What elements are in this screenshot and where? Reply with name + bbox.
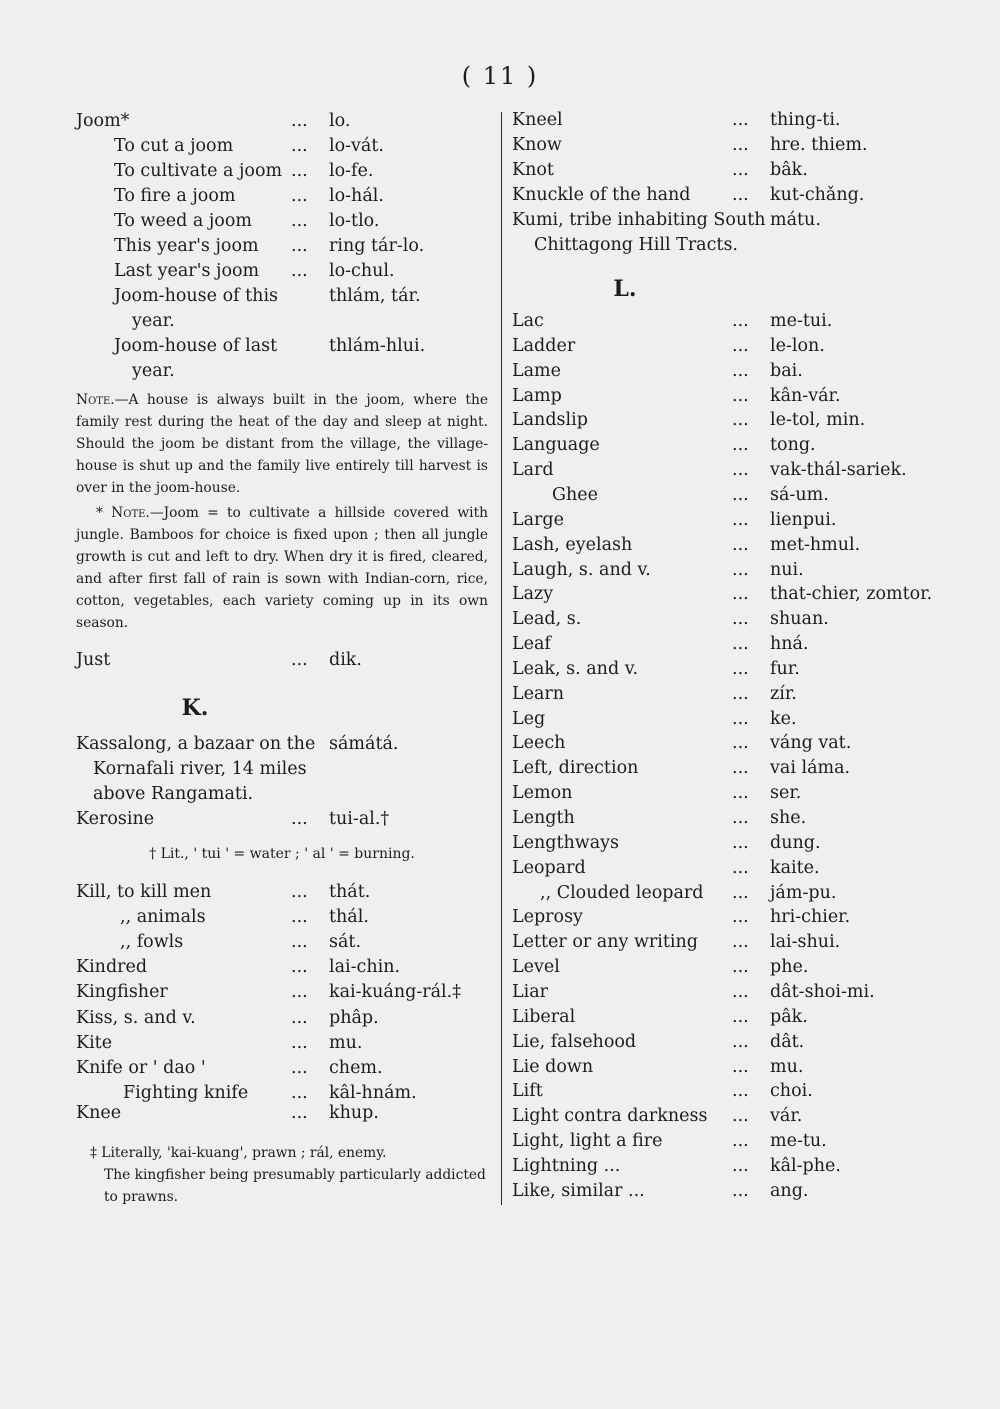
entry-just <box>76 647 496 673</box>
entry-term: Ghee <box>552 484 598 505</box>
dictionary-entry <box>512 532 922 558</box>
entry-dots: ... <box>732 1056 749 1077</box>
entry-translation: kut-chǎng. <box>770 185 865 205</box>
dictionary-entry <box>132 308 496 334</box>
entry-term: Lengthways <box>512 832 620 853</box>
entry-dots: ... <box>732 733 749 754</box>
entry-term: Like, similar ... <box>512 1180 645 1201</box>
entry-term: Lift <box>512 1081 543 1102</box>
entry-dots: ... <box>291 211 308 231</box>
entry-translation: mátu. <box>770 210 821 230</box>
dictionary-entry <box>512 606 922 632</box>
entry-term: Left, direction <box>512 758 639 779</box>
entry-translation: dât-shoi-mi. <box>770 981 875 1002</box>
entry-dots: ... <box>291 186 308 206</box>
note-text: —A house is always built in the joom, where the family rest during the heat of the day and sleep at night. Should the joom be distant from the village, the village-house is shut up and the family live entirely till harvest is over in the joom-house. <box>76 392 488 496</box>
section-heading-l: L. <box>613 276 637 302</box>
entry-term: Lame <box>512 360 562 381</box>
dictionary-entry <box>512 1004 922 1030</box>
note-joom-definition <box>76 502 488 634</box>
entry-translation: mu. <box>329 1033 363 1053</box>
entry-term: Leech <box>512 733 566 754</box>
entry-term: Lamp <box>512 385 562 406</box>
entry-translation: thlám, tár. <box>329 286 421 306</box>
dictionary-entry <box>512 132 922 158</box>
entry-dots: ... <box>732 832 749 853</box>
dictionary-entry <box>512 107 922 133</box>
entry-dots: ... <box>291 957 308 977</box>
entry-term: Kneel <box>512 110 563 130</box>
dictionary-entry <box>512 1103 922 1129</box>
dictionary-entry <box>512 780 922 806</box>
entry-dots: ... <box>732 185 749 205</box>
entry-translation: ring tár-lo. <box>329 236 425 256</box>
entry-dots: ... <box>732 534 749 555</box>
entry-term: Lie, falsehood <box>512 1031 637 1052</box>
entry-dots: ... <box>291 236 308 256</box>
dictionary-entry <box>552 482 922 508</box>
dictionary-entry <box>114 283 496 309</box>
entry-translation: hná. <box>770 634 809 655</box>
dictionary-entry <box>512 1054 922 1080</box>
entry-dots: ... <box>732 410 749 431</box>
note-text: —Joom = to cultivate a hillside covered with jungle. Bamboos for choice is fixed upon ; then all jungle growth is cut and left to dry. When dry it is fired, cleared, and after first fall of rain is sown with Indian-corn, rice, cotton, vegetables, each variety coming up in its own season. <box>76 505 488 631</box>
entry-dots: ... <box>732 435 749 456</box>
entry-dots: ... <box>291 650 308 670</box>
note-label: * Note. <box>96 505 150 521</box>
dictionary-entry <box>512 308 922 334</box>
entry-term: To fire a joom <box>114 186 236 206</box>
entry-dots: ... <box>732 1006 749 1027</box>
entry-kassalong <box>76 731 496 757</box>
entry-translation: lo. <box>329 111 351 131</box>
entry-dots: ... <box>291 907 308 927</box>
entry-term: Leprosy <box>512 907 583 928</box>
dictionary-entry <box>512 407 922 433</box>
entry-term: Letter or any writing <box>512 932 698 953</box>
entry-term: Leaf <box>512 634 551 655</box>
entry-translation: váng vat. <box>770 733 852 754</box>
dictionary-entry <box>76 1030 496 1056</box>
dictionary-entry <box>540 880 922 906</box>
entry-dots: ... <box>291 982 308 1002</box>
entry-dots: ... <box>291 882 308 902</box>
dictionary-entry <box>512 157 922 183</box>
entry-term: Ladder <box>512 335 576 356</box>
entry-term: Leak, s. and v. <box>512 658 639 679</box>
entry-dots: ... <box>732 385 749 406</box>
dictionary-entry <box>114 158 496 184</box>
entry-translation: thing-ti. <box>770 110 841 130</box>
entry-dots: ... <box>732 758 749 779</box>
entry-dots: ... <box>732 957 749 978</box>
entry-translation: chem. <box>329 1058 383 1078</box>
note-label: Note. <box>76 392 115 408</box>
dictionary-entry <box>120 904 496 930</box>
dictionary-entry <box>512 755 922 781</box>
entry-dots: ... <box>291 1008 308 1028</box>
entry-translation: lo-vát. <box>329 136 384 156</box>
entry-term-continued: above Rangamati. <box>93 784 254 804</box>
entry-translation: kaite. <box>770 857 820 878</box>
entry-kerosine <box>76 806 496 832</box>
entry-translation: phâp. <box>329 1008 379 1028</box>
dictionary-entry <box>76 1055 496 1081</box>
dictionary-entry <box>120 929 496 955</box>
dictionary-entry <box>512 730 922 756</box>
entry-term: Lead, s. <box>512 609 582 630</box>
dictionary-entry <box>512 507 922 533</box>
dictionary-entry <box>114 183 496 209</box>
entry-term: Joom-house of last <box>114 336 278 356</box>
dictionary-entry <box>132 358 496 384</box>
entry-term: Laugh, s. and v. <box>512 559 651 580</box>
entry-term: To cut a joom <box>114 136 234 156</box>
entry-term: year. <box>132 361 175 381</box>
entry-translation: that-chier, zomtor. <box>770 584 933 605</box>
entry-dots: ... <box>291 1103 308 1123</box>
entry-translation: sát. <box>329 932 362 952</box>
entry-dots: ... <box>732 335 749 356</box>
footnote-line: The kingfisher being presumably particularly addicted to prawns. <box>104 1167 486 1205</box>
entry-term: year. <box>132 311 175 331</box>
entry-term: Liar <box>512 981 549 1002</box>
entry-term: Fighting knife <box>123 1083 249 1103</box>
entry-dots: ... <box>732 907 749 928</box>
entry-term: Just <box>76 650 111 670</box>
entry-term: Kassalong, a bazaar on the <box>76 734 316 754</box>
entry-term: Kiss, s. and v. <box>76 1008 196 1028</box>
entry-translation: sámátá. <box>329 734 399 754</box>
entry-dots: ... <box>732 857 749 878</box>
footnote-line: ‡ Literally, 'kai-kuang', prawn ; rál, enemy. <box>90 1145 387 1161</box>
footnote-lit: † Lit., ' tui ' = water ; ' al ' = burning. <box>149 846 415 862</box>
entry-dots: ... <box>291 1033 308 1053</box>
entry-translation: dung. <box>770 832 821 853</box>
entry-translation: tong. <box>770 435 816 456</box>
entry-translation: kâl-phe. <box>770 1155 841 1176</box>
entry-term: Kill, to kill men <box>76 882 212 902</box>
dictionary-entry <box>512 631 922 657</box>
entry-translation: bâk. <box>770 160 808 180</box>
dictionary-entry <box>512 805 922 831</box>
entry-translation: vai láma. <box>770 758 851 779</box>
entry-term: Landslip <box>512 410 588 431</box>
entry-translation: lo-fe. <box>329 161 374 181</box>
dictionary-entry <box>114 333 496 359</box>
entry-dots: ... <box>732 634 749 655</box>
note-joom-house <box>76 389 488 499</box>
section-heading-k: K. <box>181 695 209 721</box>
entry-term: Knuckle of the hand <box>512 185 691 205</box>
entry-dots: ... <box>732 135 749 155</box>
entry-term-continued: Kornafali river, 14 miles <box>93 759 307 779</box>
entry-dots: ... <box>732 1031 749 1052</box>
entry-term: Lightning ... <box>512 1155 621 1176</box>
entry-translation: fur. <box>770 658 800 679</box>
footnote-literally <box>76 1142 488 1208</box>
entry-translation: bai. <box>770 360 803 381</box>
entry-translation: jám-pu. <box>770 882 837 903</box>
column-divider <box>501 112 502 1205</box>
dictionary-entry <box>512 681 922 707</box>
entry-dots: ... <box>732 981 749 1002</box>
dictionary-entry <box>512 1128 922 1154</box>
entry-dots: ... <box>291 111 308 131</box>
entry-translation: she. <box>770 808 807 828</box>
dictionary-entry <box>76 879 496 905</box>
entry-translation: nui. <box>770 559 804 580</box>
entry-term: Knot <box>512 160 554 180</box>
entry-term: Last year's joom <box>114 261 260 281</box>
dictionary-entry <box>512 383 922 409</box>
entry-translation: le-tol, min. <box>770 410 866 431</box>
entry-term: Chittagong Hill Tracts. <box>534 235 738 255</box>
entry-translation: hre. thiem. <box>770 135 868 155</box>
entry-dots: ... <box>732 484 749 505</box>
dictionary-entry <box>76 108 496 134</box>
entry-term: ,, animals <box>120 907 206 927</box>
dictionary-entry <box>512 1153 922 1179</box>
entry-translation: kâl-hnám. <box>329 1083 417 1103</box>
entry-translation: kai-kuáng-rál.‡ <box>329 982 461 1002</box>
entry-term: Lemon <box>512 783 573 804</box>
entry-term: Kumi, tribe inhabiting South <box>512 210 766 230</box>
entry-dots: ... <box>732 1180 749 1201</box>
entry-translation: hri-chier. <box>770 907 851 928</box>
entry-dots: ... <box>291 161 308 181</box>
entry-translation: lo-hál. <box>329 186 384 206</box>
entry-dots: ... <box>732 609 749 630</box>
entry-dots: ... <box>291 136 308 156</box>
dictionary-entry <box>76 1100 496 1126</box>
entry-translation: dât. <box>770 1031 805 1052</box>
entry-dots: ... <box>732 683 749 704</box>
dictionary-entry <box>512 207 922 233</box>
entry-term: Joom-house of this <box>114 286 279 306</box>
entry-term: Light, light a fire <box>512 1131 663 1152</box>
entry-translation: met-hmul. <box>770 534 861 555</box>
entry-dots: ... <box>291 932 308 952</box>
dictionary-entry <box>512 182 922 208</box>
entry-term: Length <box>512 808 575 828</box>
entry-dots: ... <box>732 882 749 903</box>
entry-dots: ... <box>732 584 749 605</box>
entry-dots: ... <box>732 1131 749 1152</box>
entry-term: Language <box>512 435 600 456</box>
dictionary-entry <box>534 232 922 258</box>
entry-translation: lai-shui. <box>770 932 841 953</box>
entry-term: Kindred <box>76 957 148 977</box>
dictionary-entry <box>512 333 922 359</box>
entry-translation: lo-chul. <box>329 261 395 281</box>
entry-term: Know <box>512 135 562 155</box>
entry-term: To cultivate a joom <box>114 161 283 181</box>
dictionary-entry <box>512 979 922 1005</box>
entry-translation: lai-chin. <box>329 957 401 977</box>
dictionary-entry <box>512 929 922 955</box>
entry-translation: pâk. <box>770 1006 808 1027</box>
dictionary-entry <box>512 358 922 384</box>
entry-term: Lie down <box>512 1056 594 1077</box>
entry-translation: tui-al.† <box>329 809 390 829</box>
entry-dots: ... <box>732 783 749 804</box>
entry-translation: phe. <box>770 957 809 978</box>
entry-term: ,, fowls <box>120 932 184 952</box>
entry-term: Kite <box>76 1033 113 1053</box>
entry-term: Kingfisher <box>76 982 168 1002</box>
dictionary-entry <box>76 954 496 980</box>
dictionary-entry <box>512 432 922 458</box>
entry-translation: me-tu. <box>770 1131 827 1152</box>
dictionary-entry <box>512 706 922 732</box>
dictionary-entry <box>512 656 922 682</box>
dictionary-entry <box>512 855 922 881</box>
entry-term: To weed a joom <box>114 211 252 231</box>
entry-dots: ... <box>732 559 749 580</box>
dictionary-entry <box>512 1178 922 1204</box>
dictionary-entry <box>76 1005 496 1031</box>
entry-dots: ... <box>732 110 749 130</box>
entry-translation: dik. <box>329 650 362 670</box>
entry-translation: thlám-hlui. <box>329 336 426 356</box>
entry-translation: zír. <box>770 683 797 704</box>
entry-term: Joom* <box>76 111 130 131</box>
entry-term: Lash, eyelash <box>512 534 633 555</box>
entry-term: Lard <box>512 460 554 481</box>
entry-translation: thát. <box>329 882 371 902</box>
entry-term: Level <box>512 957 560 978</box>
dictionary-entry <box>76 979 496 1005</box>
entry-term: Leg <box>512 708 546 729</box>
entry-dots: ... <box>732 509 749 530</box>
entry-term: Large <box>512 509 564 530</box>
page-number: ( 11 ) <box>461 62 539 90</box>
dictionary-entry <box>512 1029 922 1055</box>
entry-term: Light contra darkness <box>512 1106 708 1127</box>
entry-translation: khup. <box>329 1103 379 1123</box>
entry-translation: lienpui. <box>770 509 837 530</box>
entry-dots: ... <box>732 460 749 481</box>
entry-translation: shuan. <box>770 609 829 630</box>
entry-term: Leopard <box>512 857 586 878</box>
entry-translation: lo-tlo. <box>329 211 380 231</box>
entry-translation: choi. <box>770 1081 813 1102</box>
dictionary-entry <box>512 954 922 980</box>
entry-dots: ... <box>291 809 308 829</box>
entry-translation: vak-thál-sariek. <box>770 460 907 481</box>
entry-dots: ... <box>732 708 749 729</box>
entry-dots: ... <box>732 1155 749 1176</box>
dictionary-entry <box>114 208 496 234</box>
entry-term: This year's joom <box>114 236 259 256</box>
entry-dots: ... <box>732 1081 749 1102</box>
entry-term: Knee <box>76 1103 122 1123</box>
entry-dots: ... <box>732 808 749 828</box>
entry-translation: me-tui. <box>770 311 833 331</box>
entry-term: Liberal <box>512 1006 576 1027</box>
entry-dots: ... <box>291 1083 308 1103</box>
dictionary-entry <box>512 581 933 607</box>
dictionary-entry <box>512 1078 922 1104</box>
entry-term: Knife or ' dao ' <box>76 1058 206 1078</box>
entry-dots: ... <box>732 1106 749 1127</box>
dictionary-entry <box>114 258 496 284</box>
entry-translation: ke. <box>770 708 797 729</box>
entry-term: Kerosine <box>76 809 155 829</box>
entry-translation: sá-um. <box>770 484 829 505</box>
entry-dots: ... <box>291 261 308 281</box>
entry-dots: ... <box>732 311 749 331</box>
entry-term: Lac <box>512 311 544 331</box>
entry-translation: le-lon. <box>770 335 825 356</box>
entry-term: ,, Clouded leopard <box>540 882 704 903</box>
dictionary-entry <box>512 457 922 483</box>
entry-translation: kân-vár. <box>770 385 841 406</box>
dictionary-entry <box>114 133 496 159</box>
dictionary-entry <box>114 233 496 259</box>
entry-translation: mu. <box>770 1056 804 1077</box>
entry-term: Lazy <box>512 584 554 605</box>
entry-dots: ... <box>732 160 749 180</box>
entry-translation: ang. <box>770 1180 809 1201</box>
entry-dots: ... <box>732 360 749 381</box>
dictionary-entry <box>512 830 922 856</box>
entry-term: Learn <box>512 683 565 704</box>
entry-translation: ser. <box>770 783 802 804</box>
entry-dots: ... <box>732 932 749 953</box>
dictionary-entry <box>512 557 922 583</box>
entry-dots: ... <box>291 1058 308 1078</box>
entry-translation: vár. <box>770 1106 803 1127</box>
entry-translation: thál. <box>329 907 369 927</box>
dictionary-entry <box>512 904 922 930</box>
entry-dots: ... <box>732 658 749 679</box>
